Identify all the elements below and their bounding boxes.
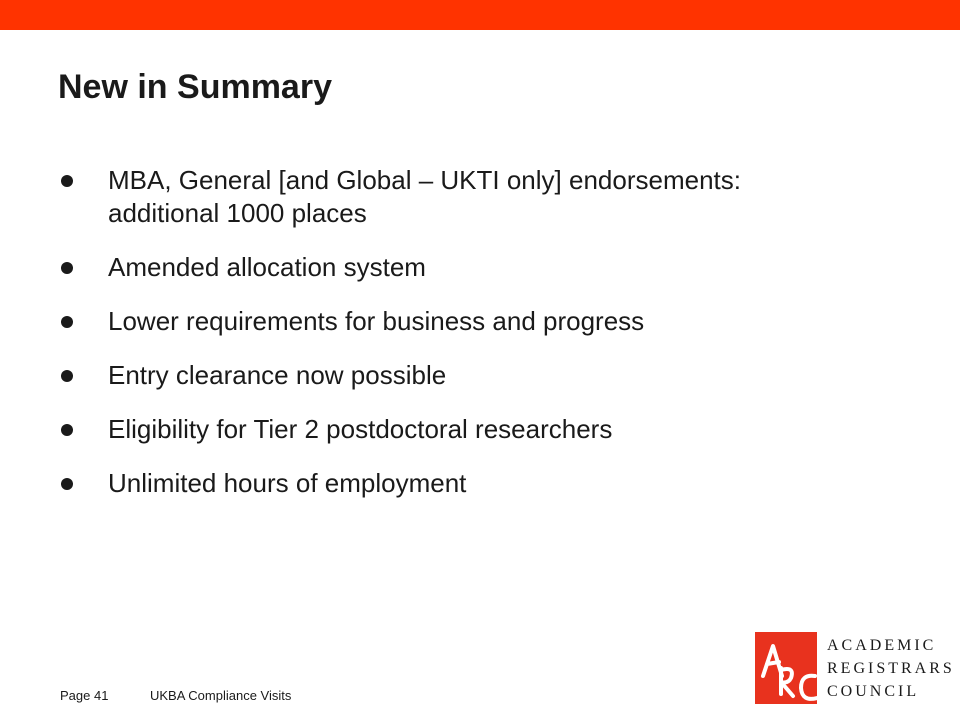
bullet-item <box>58 251 818 284</box>
arc-monogram-icon <box>755 632 817 704</box>
bullet-dot-icon <box>61 175 73 187</box>
bullet-item <box>58 359 818 392</box>
page-number: Page 41 <box>60 688 109 703</box>
bullet-item <box>58 467 818 500</box>
bullet-text: Unlimited hours of employment <box>108 468 467 498</box>
bullet-dot-icon <box>61 370 73 382</box>
top-accent-bar <box>0 0 960 30</box>
bullet-text: MBA, General [and Global – UKTI only] endorsements: additional 1000 places <box>108 165 741 228</box>
logo-wordmark <box>827 634 955 703</box>
slide-title: New in Summary <box>58 68 332 106</box>
bullet-item <box>58 164 818 230</box>
bullet-dot-icon <box>61 262 73 274</box>
bullet-text: Lower requirements for business and progress <box>108 306 645 336</box>
bullet-dot-icon <box>61 424 73 436</box>
bullet-dot-icon <box>61 478 73 490</box>
logo-word: COUNCIL <box>827 683 920 700</box>
bullet-item <box>58 305 818 338</box>
logo-word: REGISTRARS <box>827 660 955 677</box>
bullet-list <box>58 164 818 521</box>
arc-logo <box>755 632 955 704</box>
bullet-text: Amended allocation system <box>108 252 426 282</box>
bullet-text: Entry clearance now possible <box>108 360 447 390</box>
logo-word: ACADEMIC <box>827 637 937 654</box>
bullet-text: Eligibility for Tier 2 postdoctoral researchers <box>108 414 613 444</box>
bullet-item <box>58 413 818 446</box>
footer-presentation-title: UKBA Compliance Visits <box>150 688 292 703</box>
bullet-dot-icon <box>61 316 73 328</box>
